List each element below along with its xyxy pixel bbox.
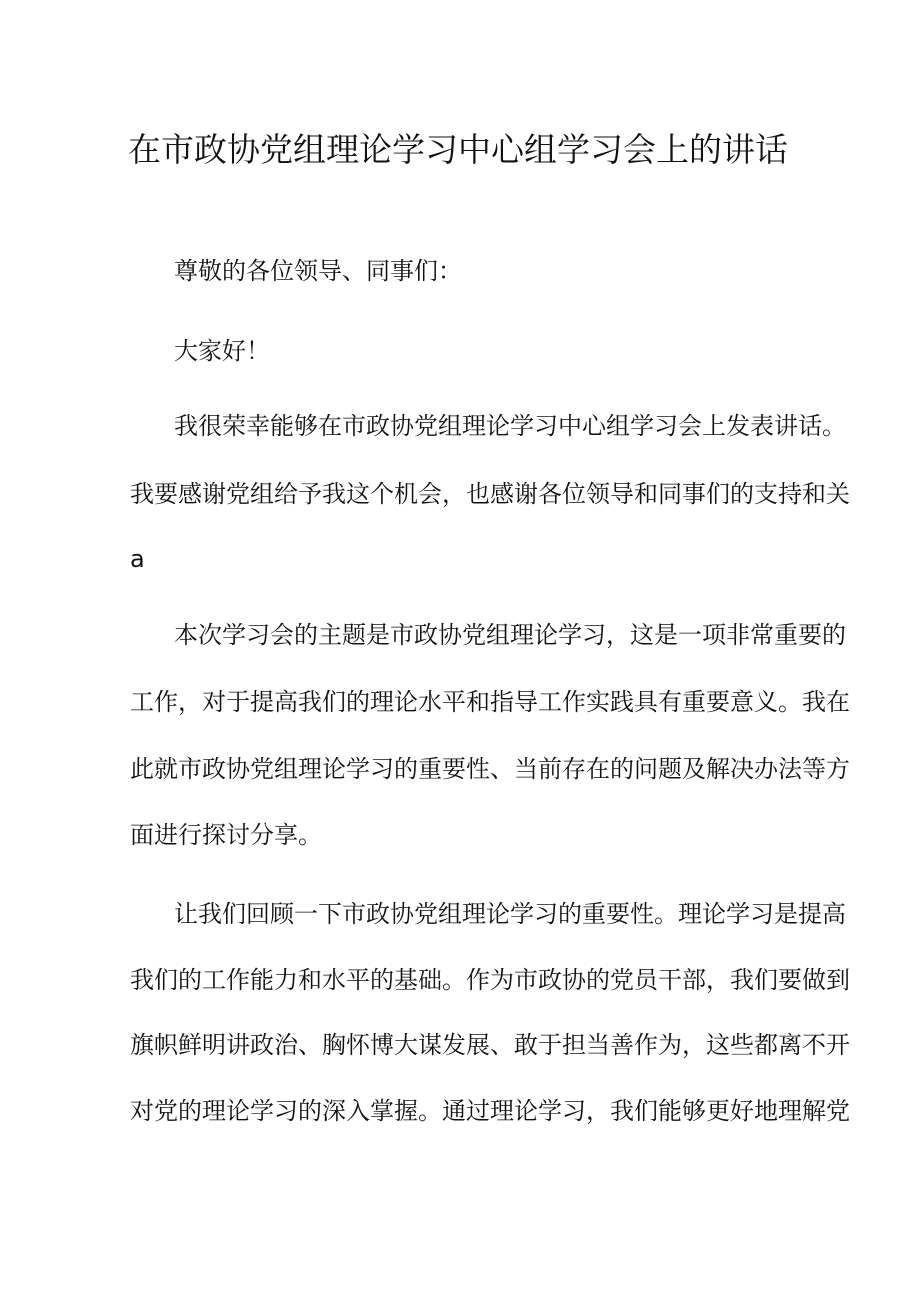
paragraph-1-line-3: a (130, 545, 145, 573)
paragraph-2-line-2: 工作，对于提高我们的理论水平和指导工作实践具有重要意义。我在 (130, 688, 850, 716)
greeting: 大家好！ (174, 337, 270, 365)
paragraph-1-line-2: 我要感谢党组给予我这个机会，也感谢各位领导和同事们的支持和关 (130, 480, 850, 508)
paragraph-3-line-1: 让我们回顾一下市政协党组理论学习的重要性。理论学习是提高 (174, 900, 846, 928)
paragraph-1-line-1: 我很荣幸能够在市政协党组理论学习中心组学习会上发表讲话。 (174, 412, 846, 440)
paragraph-3-line-4: 对党的理论学习的深入掌握。通过理论学习，我们能够更好地理解党 (130, 1097, 850, 1125)
document-title: 在市政协党组理论学习中心组学习会上的讲话 (128, 130, 788, 169)
paragraph-3-line-2: 我们的工作能力和水平的基础。作为市政协的党员干部，我们要做到 (130, 966, 850, 994)
paragraph-2-line-1: 本次学习会的主题是市政协党组理论学习，这是一项非常重要的 (174, 621, 846, 649)
paragraph-2-line-3: 此就市政协党组理论学习的重要性、当前存在的问题及解决办法等方 (130, 755, 850, 783)
salutation: 尊敬的各位领导、同事们： (174, 257, 462, 285)
paragraph-2-line-4: 面进行探讨分享。 (130, 821, 322, 849)
paragraph-3-line-3: 旗帜鲜明讲政治、胸怀博大谋发展、敢于担当善作为，这些都离不开 (130, 1031, 850, 1059)
